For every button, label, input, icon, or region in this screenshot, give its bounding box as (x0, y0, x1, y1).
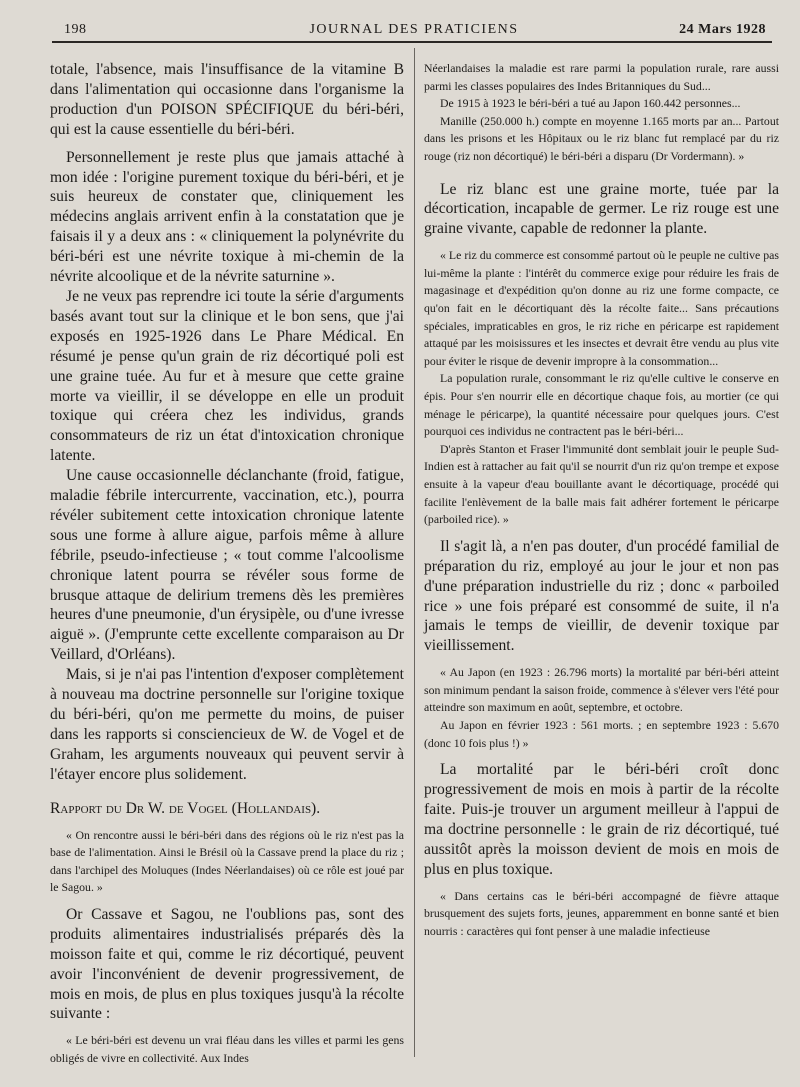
quote-paragraph: De 1915 à 1923 le béri-béri a tué au Japon 160.442 personnes... (440, 96, 741, 111)
running-header (56, 16, 772, 38)
quote-paragraph: « Le riz du commerce est consommé partout où le peuple ne cultive pas lui-même la plante : l'intérêt du commerce exige pour réduire les frais de magasinage et d'expédition qu'on donne au riz une forme compacte, ce qu'on fait en le décortiquant dès la récolte faite... Sans précautions spéciales, impraticables en gros, le riz riche en péricarpe est rapidement attaqué par les moisissures et les insectes et devrait être vendu au plus vite pour éviter le risque de devenir impropre à la consommation... (424, 248, 779, 368)
column-divider (414, 48, 415, 1057)
paragraph: totale, l'absence, mais l'insuffisance de la vitamine B dans l'alimentation qui occasionne dans l'organisme la production d'un POISON SPÉCIFIQUE du béri-béri, qui est la cause essentielle du béri-béri. (50, 61, 404, 138)
quote-paragraph: « Le béri-béri est devenu un vrai fléau dans les villes et parmi les gens obligés de vivre en collectivité. Aux Indes (50, 1033, 404, 1065)
section-heading: Rapport du Dr W. de Vogel (Hollandais). (50, 799, 321, 817)
quote-paragraph: « Au Japon (en 1923 : 26.796 morts) la mortalité par béri-béri atteint son minimum pendant la saison froide, commence à s'élever vers l'été pour atteindre son maximum en août, septembre, et octobre. (424, 665, 779, 715)
paragraph: Or Cassave et Sagou, ne l'oublions pas, sont des produits alimentaires industrialisés préparés dès la moisson faite et qui, comme le riz décortiqué, peuvent avoir l'inconvénient de devenir progressivement, de mois en mois, de plus en plus toxiques jusqu'à la récolte suivante : (50, 905, 404, 1023)
paragraph: Le riz blanc est une graine morte, tuée par la décortication, incapable de germer. Le riz rouge est une graine vivante, capable de redonner la plante. (424, 180, 779, 238)
quote-paragraph: D'après Stanton et Fraser l'immunité dont semblait jouir le peuple Sud-Indien est à rattacher au fait qu'il se nourrit d'un riz qu'on trempe et expose ensuite à la vapeur d'eau bouillante avant le décortiquage, procédé qui facilite l'enlèvement de la balle mais fait adhérer fortement le péricarpe (parboiled rice). » (424, 441, 779, 527)
paragraph: Mais, si je n'ai pas l'intention d'exposer complètement à nouveau ma doctrine personnelle sur l'origine toxique du béri-béri, qu'on me permette du moins, de puiser dans les rapports si consciencieux de W. de Vogel et de Graham, les arguments nouveaux qui peuvent servir à l'étayer encore plus solidement. (50, 666, 404, 783)
quote-paragraph: « On rencontre aussi le béri-béri dans des régions où le riz n'est pas la base de l'alimentation. Ainsi le Brésil où la Cassave prend la place du riz ; dans l'archipel des Moluques (Indes Néerlandaises) où ce rôle est joué par le Sagou. » (50, 827, 404, 895)
quote-paragraph: « Dans certains cas le béri-béri accompagné de fièvre attaque brusquement des sujets forts, jeunes, apparemment en bonne santé et bien nourris : caractères qui font penser à une maladie infectieuse (424, 888, 779, 938)
quote-paragraph: Manille (250.000 h.) compte en moyenne 1.165 morts par an... Partout dans les prisons et les Hôpitaux ou le riz blanc fut remplacé par du riz rouge (riz non décortiqué) le béri-béri a disparu (Dr Vordermann). » (424, 113, 779, 163)
paragraph: La mortalité par le béri-béri croît donc progressivement de mois en mois à partir de la récolte faite. Puis-je trouver un argument meilleur à l'appui de ma doctrine personnelle : le grain de riz décortiqué, tué aussitôt après la moisson devient de mois en mois de plus en plus toxique. (424, 761, 779, 878)
quote-paragraph: Au Japon en février 1923 : 561 morts. ; en septembre 1923 : 5.670 (donc 10 fois plus !) » (424, 718, 779, 750)
paragraph: Il s'agit là, a n'en pas douter, d'un procédé familial de préparation du riz, employé au jour le jour et non pas d'une préparation industrielle du riz ; donc « parboiled rice » une fois préparé est consommé de suite, il n'a jamais le temps de vieillir, de devenir toxique par vieillissement. (424, 537, 779, 655)
header-rule (52, 41, 772, 43)
quote-paragraph: La population rurale, consommant le riz qu'elle cultive le conserve en épis. Pour s'en nourrir elle en décortique chaque fois, au mortier (ce qui ménage le péricarpe), la quantité nécessaire pour quelques jours. C'est pourquoi ces individus ne contractent pas le béri-béri... (424, 371, 779, 439)
quote-paragraph: Néerlandaises la maladie est rare parmi la population rurale, rare aussi parmi les classes populaires des Indes Britanniques du Sud... (424, 61, 779, 93)
journal-title: JOURNAL DES PRATICIENS (309, 22, 519, 37)
left-column (50, 60, 404, 1068)
paragraph: Personnellement je reste plus que jamais attaché à mon idée : l'origine purement toxique du béri-béri, et je suis heureux de constater que, cliniquement les médecins anglais arrivent enfin à la constatation que je faisais il y a deux ans : « cliniquement la polynévrite du béri-béri est une névrite toxique à mi-chemin de la névrite alcoolique et de la névrite saturnine ». (50, 148, 404, 286)
page-number: 198 (64, 22, 87, 37)
paragraph: Une cause occasionnelle déclanchante (froid, fatigue, maladie fébrile intercurrente, vaccination, etc.), pourra révéler subitement cette intoxication chronique latente sous une forme à allure aigue, parfois même à allure fébrile, pseudo-infectieuse ; « tout comme l'alcoolisme chronique latent pourra se révéler sous forme de brusque attaque de delirium tremens dès les premières heures d'une pneumonie, d'un érysipèle, ou d'une ivresse aiguë ». (J'emprunte cette excellente comparaison au Dr Veillard, d'Orléans). (50, 467, 404, 664)
issue-date: 24 Mars 1928 (679, 22, 766, 37)
paragraph: Je ne veux pas reprendre ici toute la série d'arguments basés avant tout sur la clinique et le bon sens, que j'ai exposés en 1925-1926 dans Le Phare Médical. En résumé je pense qu'un grain de riz décortiqué poli est une graine tuée. Au fur et à mesure que cette graine morte va vieillir, il se développe en elle un produit toxique qui créera chez les individus, grands consommateurs de riz un état d'intoxication chronique latente. (50, 287, 404, 465)
right-column (424, 60, 779, 940)
